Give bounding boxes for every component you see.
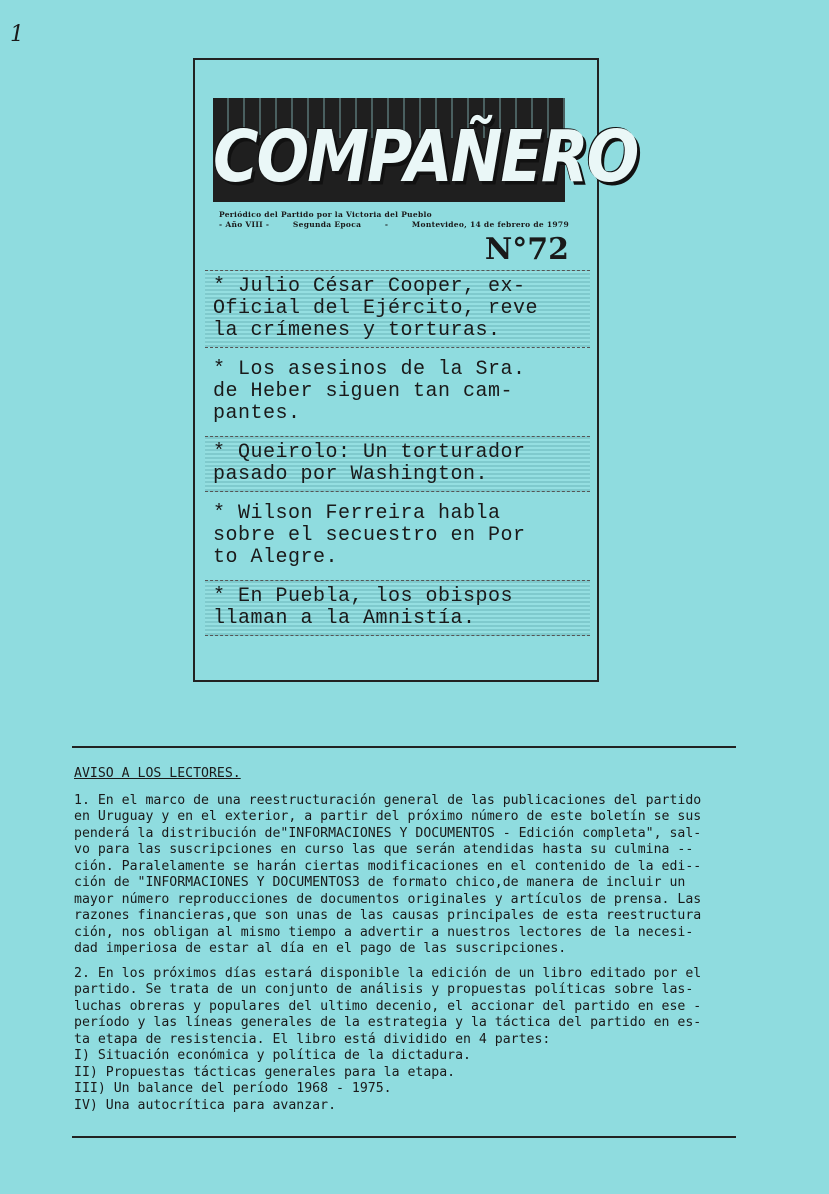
masthead-title: COMPAÑERO — [213, 114, 638, 199]
headline-puebla: * En Puebla, los obispos llaman a la Amnistía. — [205, 580, 590, 636]
notice-title: AVISO A LOS LECTORES. — [74, 766, 241, 781]
headline-list — [205, 270, 590, 642]
bottom-divider — [72, 1136, 736, 1138]
subtitle-year: - Año VIII - — [219, 220, 270, 229]
top-divider — [72, 746, 736, 748]
subtitle-place-date: Montevideo, 14 de febrero de 1979 — [411, 220, 569, 229]
headline-ferreira: * Wilson Ferreira habla sobre el secuestro en Por to Alegre. — [213, 502, 526, 569]
headline-queirolo: * Queirolo: Un torturador pasado por Washington. — [205, 436, 590, 492]
subtitle-line2 — [219, 220, 569, 229]
notice-section — [74, 766, 744, 1122]
notice-paragraph-1: 1. En el marco de una reestructuración general de las publicaciones del partido en Uruguay y en el exterior, a partir del próximo número de este boletín se sus penderá la distribución de"INFORMACIONES Y DOCUMENTOS - Edición completa", sal- vo para las suscripciones en curso las que serán atendidas hasta su culmina -- ción. Paralelamente se harán ciertas modificaciones en el contenido de la edi-- ción de "INFORMACIONES Y DOCUMENTOS3 de formato chico,de manera de incluir un mayor número reproducciones de documentos originales y artículos de prensa. Las razones financieras,que son unas de las causas principales de esta reestructura ción, nos obligan al mismo tiempo a advertir a nuestros lectores de la necesi- dad imperiosa de estar al día en el pago de las suscripciones. — [74, 792, 702, 956]
subtitle-dash: - — [384, 220, 389, 229]
headline-cooper: * Julio César Cooper, ex- Oficial del Ejército, reve la crímenes y torturas. — [205, 270, 590, 348]
masthead-subtitle — [219, 210, 569, 229]
subtitle-epoch: Segunda Epoca — [292, 220, 362, 229]
masthead-banner — [213, 98, 638, 202]
subtitle-line1: Periódico del Partido por la Victoria del Pueblo — [219, 210, 432, 219]
newspaper-cover — [193, 58, 638, 682]
page-number: 1 — [10, 22, 24, 47]
issue-number: N°72 — [484, 232, 569, 267]
notice-paragraph-2: 2. En los próximos días estará disponible la edición de un libro editado por el partido. Se trata de un conjunto de análisis y propuestas políticas sobre las- luchas obreras y populares del ultimo decenio, el accionar del partido en ese - período y las líneas generales de la estrategia y la táctica del partido en es- ta etapa de resistencia. El libro está dividido en 4 partes: I) Situación económica y política de la dictadura. II) Propuestas tácticas generales para la etapa. III) Un balance del período 1968 - 1975. IV) Una autocrítica para avanzar. — [74, 965, 702, 1113]
headline-heber: * Los asesinos de la Sra. de Heber siguen tan cam- pantes. — [213, 358, 526, 425]
